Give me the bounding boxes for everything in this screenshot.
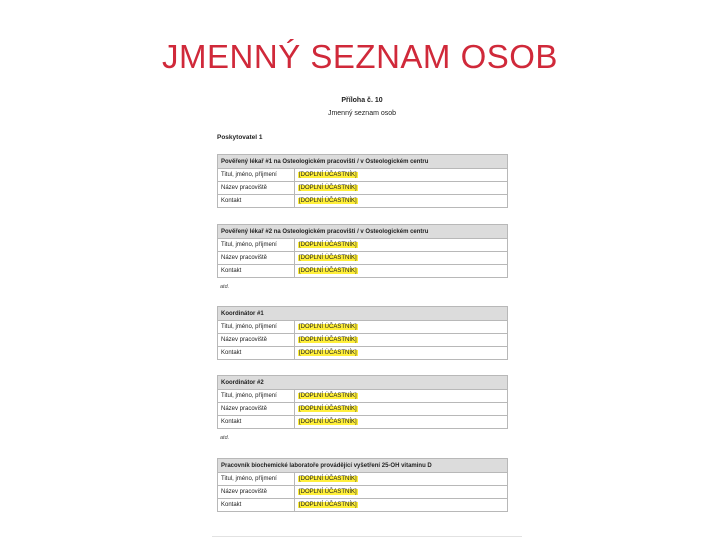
table-row bbox=[218, 403, 508, 416]
person-table-5 bbox=[217, 458, 508, 512]
table-row bbox=[218, 321, 508, 334]
table-row bbox=[218, 486, 508, 499]
table-row bbox=[218, 473, 508, 486]
person-table-1 bbox=[217, 154, 508, 208]
row-label: Kontakt bbox=[218, 195, 295, 208]
table-row bbox=[218, 265, 508, 278]
row-label: Titul, jméno, příjmení bbox=[218, 239, 295, 252]
placeholder-field: [DOPLNÍ ÚČASTNÍK] bbox=[299, 172, 357, 178]
row-label: Titul, jméno, příjmení bbox=[218, 473, 295, 486]
placeholder-field: [DOPLNÍ ÚČASTNÍK] bbox=[299, 255, 357, 261]
table-header: Pracovník biochemické laboratoře provádějící vyšetření 25-OH vitaminu D bbox=[218, 459, 508, 473]
table-row bbox=[218, 195, 508, 208]
etc-note: atd. bbox=[220, 435, 230, 441]
annex-label: Příloha č. 10 bbox=[341, 97, 383, 104]
row-label: Titul, jméno, příjmení bbox=[218, 390, 295, 403]
table-row bbox=[218, 347, 508, 360]
placeholder-field: [DOPLNÍ ÚČASTNÍK] bbox=[299, 185, 357, 191]
person-table-2 bbox=[217, 224, 508, 278]
row-label: Název pracoviště bbox=[218, 334, 295, 347]
placeholder-field: [DOPLNÍ ÚČASTNÍK] bbox=[299, 350, 357, 356]
placeholder-field: [DOPLNÍ ÚČASTNÍK] bbox=[299, 476, 357, 482]
table-header: Koordinátor #1 bbox=[218, 307, 508, 321]
placeholder-field: [DOPLNÍ ÚČASTNÍK] bbox=[299, 489, 357, 495]
person-table-3 bbox=[217, 306, 508, 360]
table-header: Pověřený lékař #1 na Osteologickém pracovišti / v Osteologickém centru bbox=[218, 155, 508, 169]
row-label: Kontakt bbox=[218, 347, 295, 360]
placeholder-field: [DOPLNÍ ÚČASTNÍK] bbox=[299, 198, 357, 204]
table-row bbox=[218, 499, 508, 512]
row-label: Název pracoviště bbox=[218, 486, 295, 499]
person-table-4 bbox=[217, 375, 508, 429]
placeholder-field: [DOPLNÍ ÚČASTNÍK] bbox=[299, 393, 357, 399]
row-label: Kontakt bbox=[218, 416, 295, 429]
table-row bbox=[218, 252, 508, 265]
row-label: Titul, jméno, příjmení bbox=[218, 321, 295, 334]
table-header: Koordinátor #2 bbox=[218, 376, 508, 390]
table-row bbox=[218, 416, 508, 429]
row-label: Titul, jméno, příjmení bbox=[218, 169, 295, 182]
row-label: Název pracoviště bbox=[218, 403, 295, 416]
etc-note: atd. bbox=[220, 284, 230, 290]
placeholder-field: [DOPLNÍ ÚČASTNÍK] bbox=[299, 406, 357, 412]
table-header: Pověřený lékař #2 na Osteologickém pracovišti / v Osteologickém centru bbox=[218, 225, 508, 239]
table-row bbox=[218, 182, 508, 195]
page-bottom-rule bbox=[212, 536, 522, 537]
placeholder-field: [DOPLNÍ ÚČASTNÍK] bbox=[299, 324, 357, 330]
table-row bbox=[218, 390, 508, 403]
placeholder-field: [DOPLNÍ ÚČASTNÍK] bbox=[299, 242, 357, 248]
row-label: Kontakt bbox=[218, 499, 295, 512]
document-subtitle: Jmenný seznam osob bbox=[327, 110, 397, 117]
row-label: Název pracoviště bbox=[218, 182, 295, 195]
provider-label: Poskytovatel 1 bbox=[217, 134, 263, 141]
placeholder-field: [DOPLNÍ ÚČASTNÍK] bbox=[299, 268, 357, 274]
row-label: Název pracoviště bbox=[218, 252, 295, 265]
table-row bbox=[218, 239, 508, 252]
document-page bbox=[212, 90, 512, 538]
table-row bbox=[218, 169, 508, 182]
placeholder-field: [DOPLNÍ ÚČASTNÍK] bbox=[299, 419, 357, 425]
table-row bbox=[218, 334, 508, 347]
placeholder-field: [DOPLNÍ ÚČASTNÍK] bbox=[299, 337, 357, 343]
row-label: Kontakt bbox=[218, 265, 295, 278]
slide-title: JMENNÝ SEZNAM OSOB bbox=[162, 38, 558, 75]
placeholder-field: [DOPLNÍ ÚČASTNÍK] bbox=[299, 502, 357, 508]
